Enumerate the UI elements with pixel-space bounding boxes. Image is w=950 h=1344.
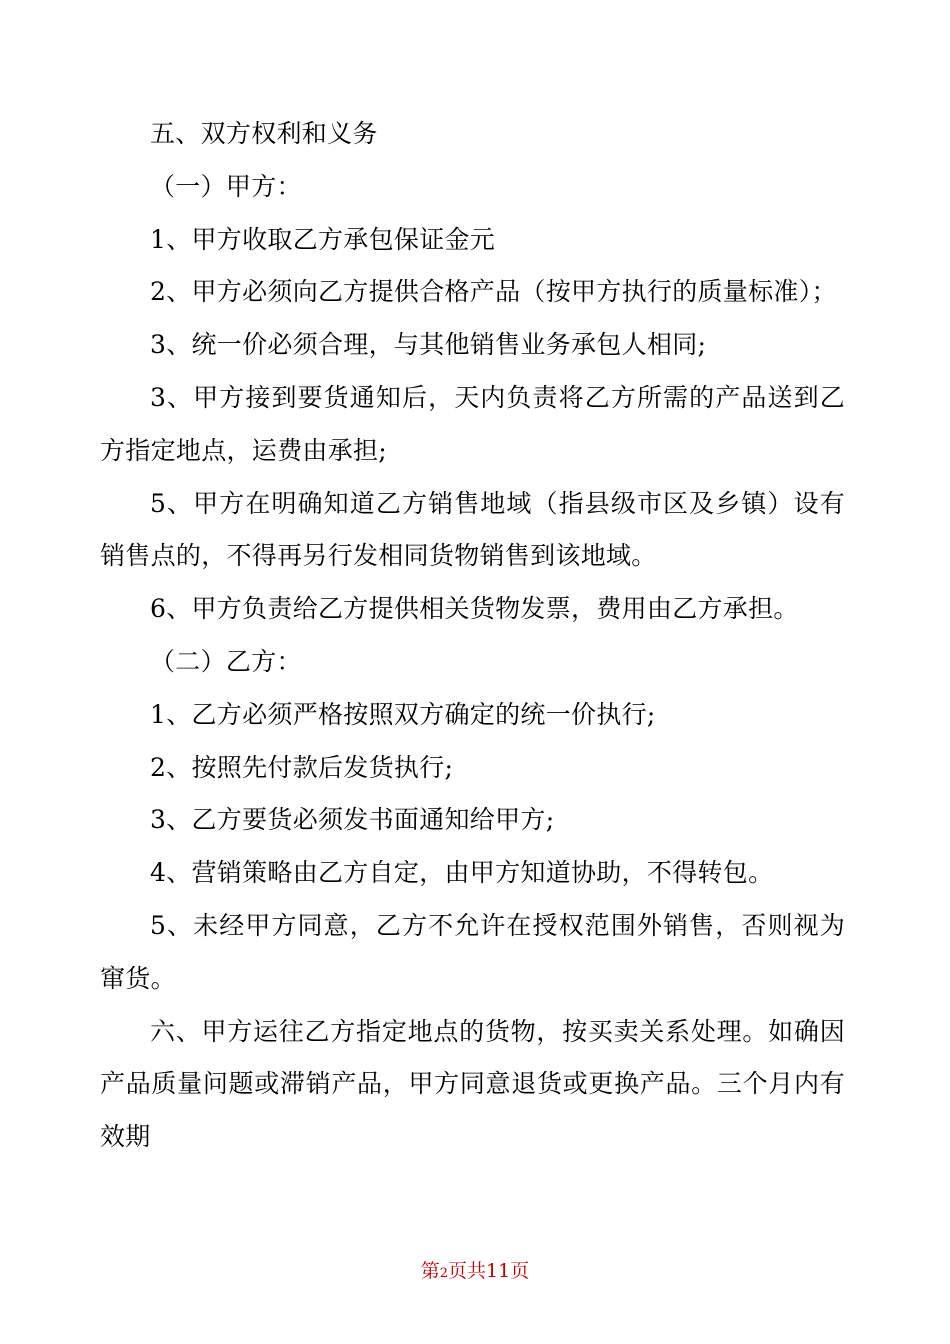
clause-paragraph: 3、乙方要货必须发书面通知给甲方; (150, 805, 555, 835)
subsection-heading-party-b: （二）乙方： (150, 646, 302, 676)
section-heading-rights-obligations: 五、双方权利和义务 (150, 119, 378, 148)
clause-paragraph: 3、统一价必须合理，与其他销售业务承包人相同; (150, 330, 707, 360)
clause-paragraph: 5、未经甲方同意，乙方不允许在授权范围外销售，否则视为窜货。 (100, 910, 845, 993)
clause-paragraph: 1、乙方必须严格按照双方确定的统一价执行; (150, 699, 656, 729)
clause-paragraph: 5、甲方在明确知道乙方销售地域（指县级市区及乡镇）设有销售点的，不得再另行发相同货物销售到该地域。 (100, 488, 845, 571)
footer-total-pages: 11 (486, 1260, 511, 1282)
clause-paragraph: 3、甲方接到要货通知后，天内负责将乙方所需的产品送到乙方指定地点，运费由承担; (100, 382, 845, 465)
clause-paragraph: 2、甲方必须向乙方提供合格产品（按甲方执行的质量标准）； (150, 277, 837, 307)
footer-prefix: 第 (420, 1260, 440, 1282)
document-body (100, 108, 845, 1164)
clause-paragraph: 4、营销策略由乙方自定，由甲方知道协助，不得转包。 (150, 858, 774, 888)
subsection-heading-party-a: （一）甲方： (150, 171, 302, 201)
page-number-footer (0, 1256, 950, 1289)
footer-suffix: 页 (510, 1260, 530, 1282)
clause-paragraph: 1、甲方收取乙方承包保证金元 (150, 224, 496, 254)
clause-paragraph: 2、按照先付款后发货执行; (150, 752, 454, 782)
section-paragraph-six: 六、甲方运往乙方指定地点的货物，按买卖关系处理。如确因产品质量问题或滞销产品，甲方同意退货或更换产品。三个月内有效期 (100, 1016, 845, 1152)
footer-current-page: 2 (439, 1266, 449, 1281)
clause-paragraph: 6、甲方负责给乙方提供相关货物发票，费用由乙方承担。 (150, 594, 799, 624)
footer-middle: 页共 (448, 1260, 487, 1282)
